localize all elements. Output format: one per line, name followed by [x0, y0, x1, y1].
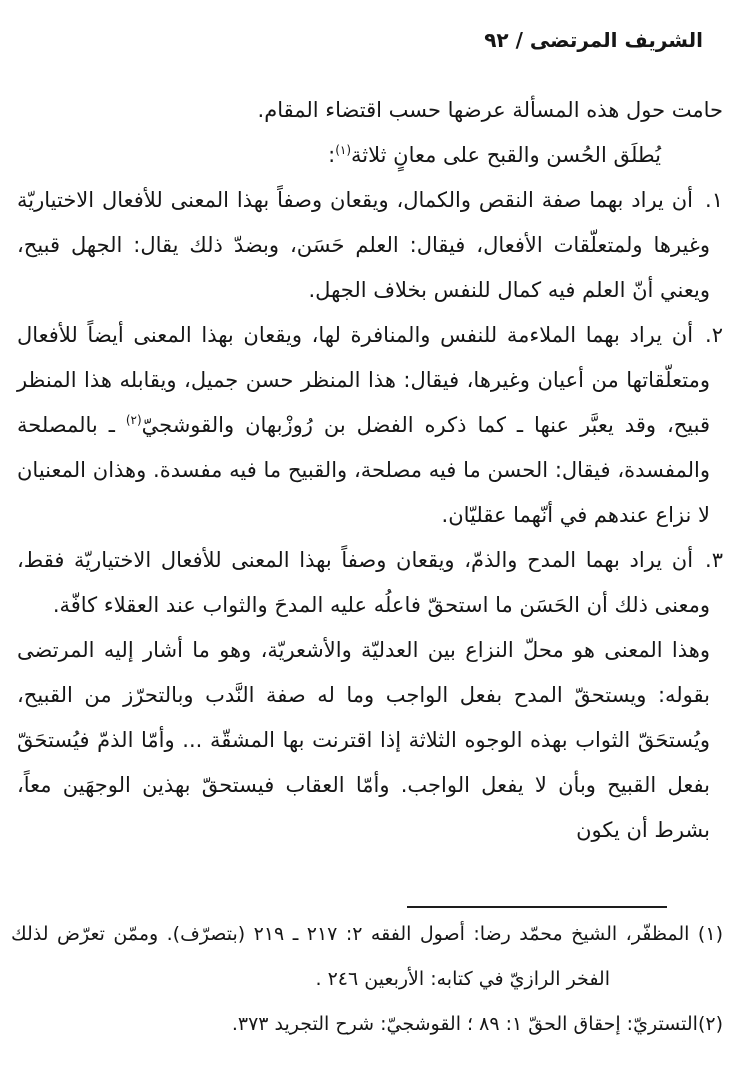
footnote-2-text: التستريّ: إحقاق الحقّ ١: ٨٩ ؛ القوشجيّ: شرح التجريد ٣٧٣. [231, 1013, 698, 1035]
footnote-2-marker: (٢) [697, 1013, 723, 1035]
list-item-2-number: ٢. [705, 323, 723, 347]
list-item-3-text: أن يراد بهما المدح والذمّ، ويقعان وصفاً بهذا المعنى للأفعال الاختياريّة فقط، ومعنى ذلك أن الحَسَن ما استحقّ فاعلُه عليه المدحَ والثواب عند العقلاء كافّة. [17, 548, 710, 617]
footnote-separator [407, 906, 667, 908]
paragraph-closing [17, 628, 723, 853]
paragraph-intro [17, 133, 723, 178]
footnotes-section [11, 912, 723, 1047]
footnote-1-text: المظفّر، الشيخ محمّد رضا: أصول الفقه ٢: ٢١٧ ـ ٢١٩ (بتصرّف). وممّن تعرّض لذلك الفخر الرازيّ في كتابه: الأربعين ٢٤٦ . [11, 923, 698, 990]
inline-quote: ويستحقّ المدح بفعل الواجب وما له صفة النَّدب وبالتحرّز من القبيح، ويُستحَقّ الثواب بهذه الوجوه الثلاثة إذا اقترنت بها المشقّة ... وأمّا الذمّ فيُستحَقّ بفعل القبيح وبأن لا يفعل الواجب. وأمّا العقاب فيستحقّ بهذين الوجهَين معاً، بشرط أن يكون [17, 683, 710, 842]
list-item-2-text-after-note: ـ بالمصلحة والمفسدة، فيقال: الحسن ما فيه مصلحة، والقبيح ما فيه مفسدة. وهذان المعنيان لا نزاع عندهم في أنّهما عقليّان. [17, 413, 710, 527]
list-item-3 [17, 538, 723, 628]
paragraph-continuation: حامت حول هذه المسألة عرضها حسب اقتضاء المقام. [257, 98, 723, 122]
body-text [17, 88, 723, 853]
footnote-1 [11, 912, 723, 1002]
list-item-1-number: ١. [705, 188, 723, 212]
footnote-2 [11, 1002, 723, 1047]
list-item-2-text-before-note: أن يراد بهما الملاءمة للنفس والمنافرة لها، ويقعان بهذا المعنى أيضاً للأفعال ومتعلّقاتها من أعيان وغيرها، فيقال: هذا المنظر حسن جميل، ويقابله هذا المنظر قبيح، وقد يعبَّر عنها ـ كما ذكره الفضل بن رُوزْبهان والقوشجيّ [17, 323, 710, 437]
footnote-ref-1: (١) [335, 143, 352, 157]
list-item-1 [17, 178, 723, 313]
running-header: الشريف المرتضى / ٩٢ [484, 28, 703, 52]
footnote-1-marker: (١) [697, 923, 723, 945]
paragraph-intro-colon: : [328, 143, 336, 167]
list-item-1-text: أن يراد بهما صفة النقص والكمال، ويقعان وصفاً بهذا المعنى للأفعال الاختياريّة وغيرها ولمتعلّقات الأفعال، فيقال: العلم حَسَن، وبضدّ ذلك يقال: الجهل قبيح، ويعني أنّ العلم فيه كمال للنفس بخلاف الجهل. [17, 188, 710, 302]
list-item-3-number: ٣. [705, 548, 723, 572]
list-item-2 [17, 313, 723, 538]
numbered-list [17, 178, 723, 628]
paragraph-intro-text: يُطلَق الحُسن والقبح على معانٍ ثلاثة [351, 143, 661, 167]
paragraph-closing-text: وهذا المعنى هو محلّ النزاع بين العدليّة والأشعريّة، وهو ما أشار إليه المرتضى بقوله: [17, 638, 710, 707]
footnote-ref-2: (٢) [125, 413, 142, 427]
